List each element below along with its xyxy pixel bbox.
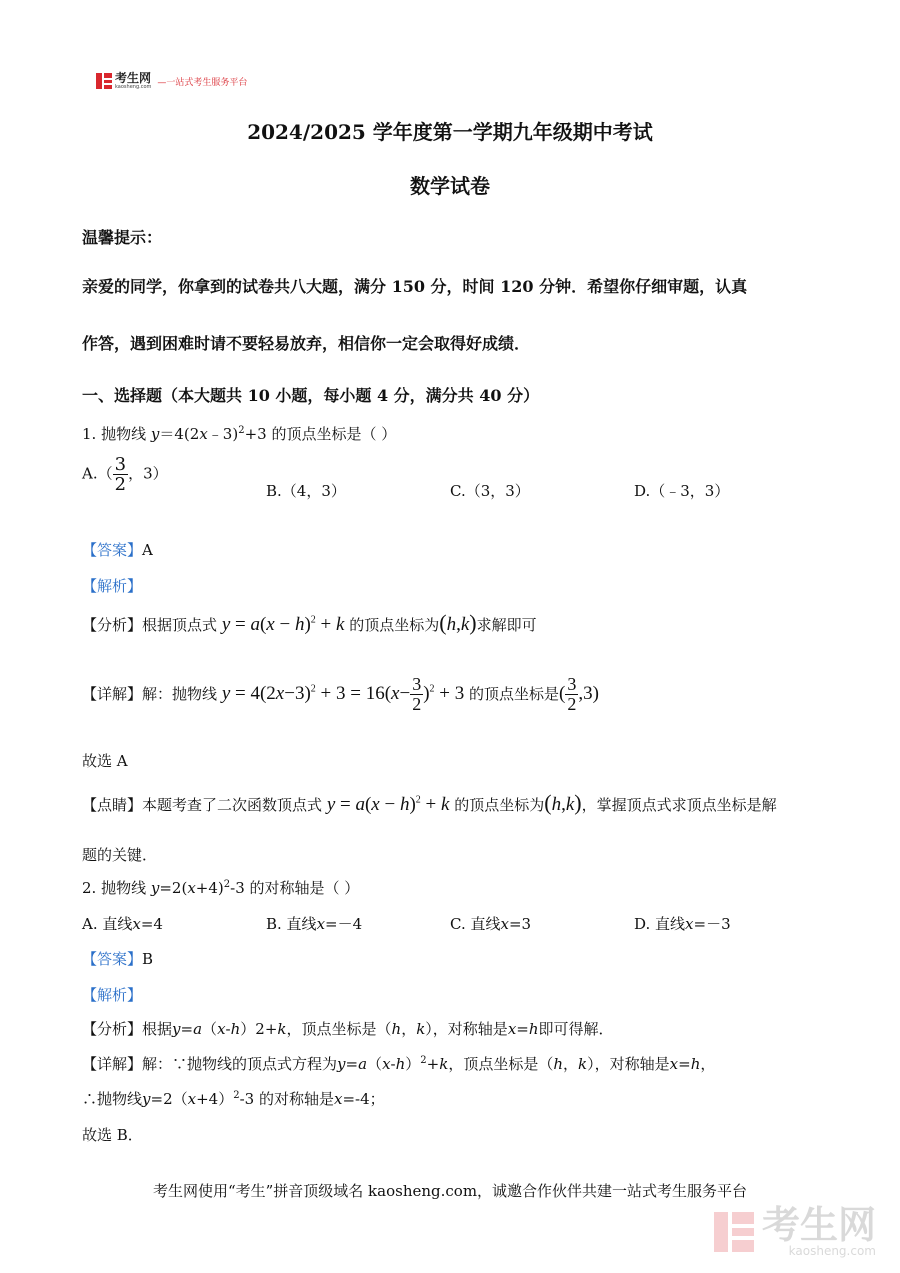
q1-conclusion: 故选 A bbox=[82, 752, 128, 770]
notice-heading: 温馨提示： bbox=[82, 228, 163, 247]
q2-xiangjie-line2: ∴抛物线$y=2(x+4)^2-3$ 的对称轴是x=-4； bbox=[82, 1090, 385, 1108]
section-heading: 一、选择题（本大题共 10 小题，每小题 4 分，满分共 40 分） bbox=[82, 386, 540, 405]
question-1: 1. 抛物线 y＝4(2x﹣3)$^2$+3 的顶点坐标是（ ） bbox=[82, 425, 397, 443]
logo-name: 考生网 bbox=[115, 71, 152, 85]
q2-xiangjie: 【详解】解：∵抛物线的顶点式方程为$y=a(x-h)^2+k$，顶点坐标是（h，k），对称轴是x=h， bbox=[82, 1055, 716, 1073]
logo-icon bbox=[96, 73, 112, 89]
notice-line-1: 亲爱的同学，你拿到的试卷共八大题，满分 150 分，时间 120 分钟．希望你仔细审题，认真 bbox=[82, 277, 748, 296]
question-2: 2. 抛物线 $y=2(x+4)^2-3$ 的对称轴是（ ） bbox=[82, 879, 360, 897]
q1-dianjing-line2: 题的关键． bbox=[82, 846, 158, 864]
q1-answer: 【答案】A bbox=[82, 541, 153, 559]
q2-option-c: C. 直线x=3 bbox=[450, 915, 532, 933]
q1-xiangjie: 【详解】解：抛物线 $y = 4(2x-3)^2 + 3 = 16(x-$ $\frac{3}{2}$ )$^2$ + 3 的顶点坐标是( $\frac{3}{2}$ ,3) bbox=[82, 674, 599, 714]
logo bbox=[96, 72, 247, 90]
q2-fenxi: 【分析】根据y=a（x-h）2+k，顶点坐标是（h，k），对称轴是x=h即可得解． bbox=[82, 1020, 614, 1038]
page-subtitle: 数学试卷 bbox=[410, 174, 490, 198]
footer-text: 考生网使用“考生”拼音顶级域名 kaosheng.com，诚邀合作伙伴共建一站式考生服务平台 bbox=[152, 1182, 748, 1200]
q2-option-d: D. 直线x=－3 bbox=[634, 915, 731, 933]
q1-fenxi: 【分析】根据顶点式 $y = a(x - h)^2 + k$ 的顶点坐标为(h,k)求解即可 bbox=[82, 610, 537, 635]
q2-analysis-label: 【解析】 bbox=[82, 986, 143, 1004]
notice-line-2: 作答，遇到困难时请不要轻易放弃，相信你一定会取得好成绩． bbox=[82, 334, 531, 353]
watermark-domain: kaosheng.com bbox=[788, 1244, 876, 1258]
logo-domain: kaosheng.com bbox=[115, 84, 152, 90]
q1-option-a: A.（ $\frac{3}{2}$ ，3） bbox=[82, 454, 168, 495]
page-title: 2024/2025 学年度第一学期九年级期中考试 bbox=[247, 120, 653, 144]
q1-option-c: C.（3，3） bbox=[450, 482, 530, 500]
watermark-name: 考生网 bbox=[761, 1203, 876, 1247]
q1-analysis-label: 【解析】 bbox=[82, 577, 143, 595]
watermark-icon bbox=[714, 1212, 754, 1252]
q1-dianjing: 【点睛】本题考查了二次函数顶点式 $y = a(x - h)^2 + k$ 的顶点坐标为(h,k)，掌握顶点式求顶点坐标是解 bbox=[82, 790, 777, 815]
q2-option-b: B. 直线x=－4 bbox=[266, 915, 363, 933]
q2-conclusion: 故选 B． bbox=[82, 1126, 143, 1144]
logo-slogan: —一站式考生服务平台 bbox=[157, 77, 248, 88]
q1-option-b: B.（4，3） bbox=[266, 482, 346, 500]
q1-option-d: D.（﹣3，3） bbox=[634, 482, 730, 500]
q2-option-a: A. 直线x=4 bbox=[82, 915, 163, 933]
watermark bbox=[714, 1203, 876, 1258]
q2-answer: 【答案】B bbox=[82, 950, 154, 968]
